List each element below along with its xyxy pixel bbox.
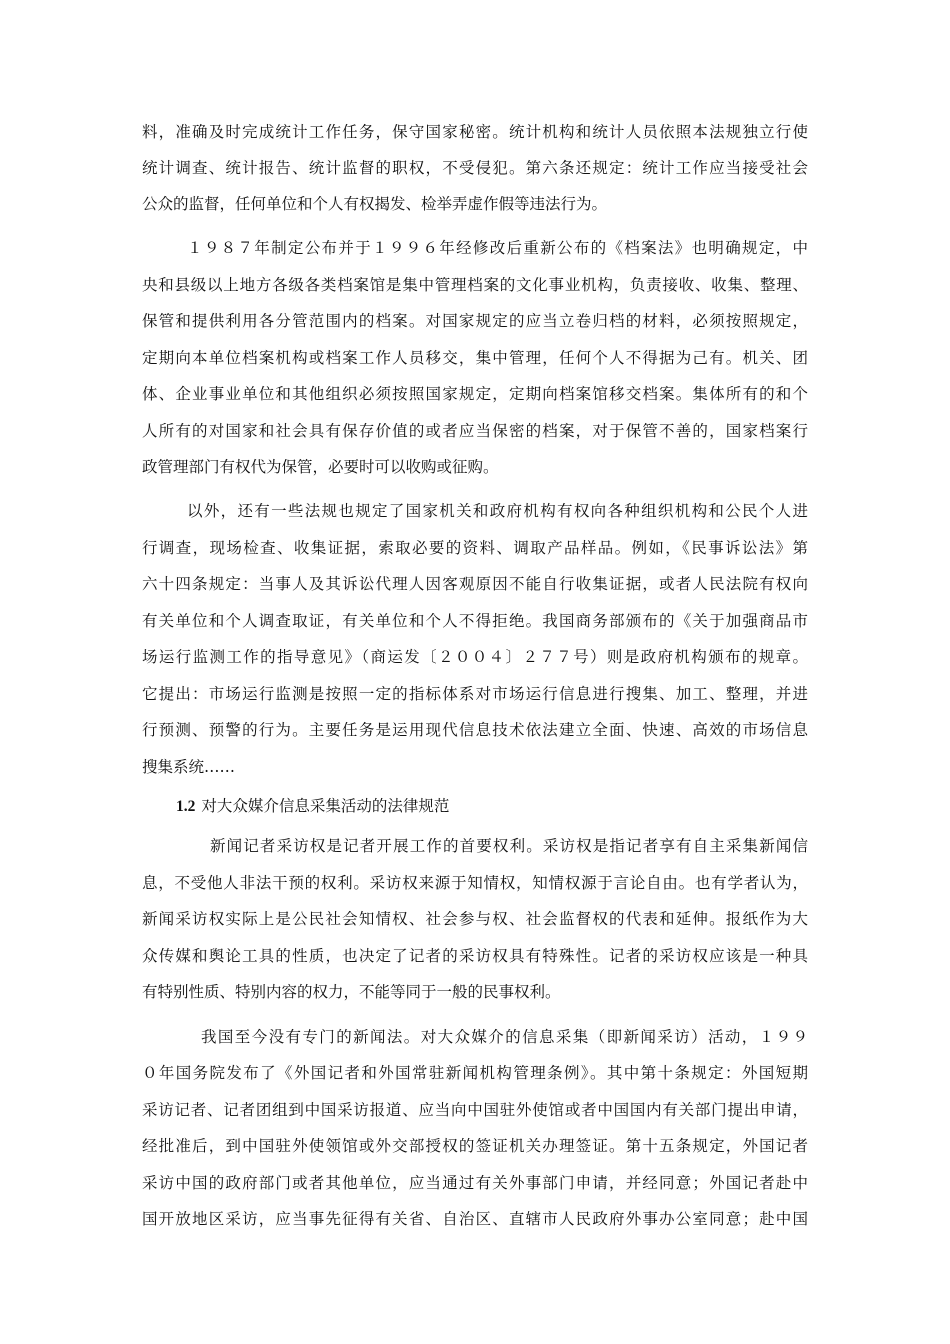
text-line: 料，准确及时完成统计工作任务，保守国家秘密。统计机构和统计人员依照本法规独立行使 [142, 123, 808, 141]
text-line: 行调查，现场检查、收集证据，索取必要的资料、调取产品样品。例如，《民事诉讼法》第 [142, 539, 808, 557]
text-line: 央和县级以上地方各级各类档案馆是集中管理档案的文化事业机构，负责接收、收集、整理、 [142, 276, 808, 294]
text-line: 有特别性质、特别内容的权力，不能等同于一般的民事权利。 [142, 983, 561, 1001]
text-line: 以外，还有一些法规也规定了国家机关和政府机构有权向各种组织机构和公民个人进 [187, 502, 808, 520]
text-line: 新闻采访权实际上是公民社会知情权、社会参与权、社会监督权的代表和延伸。报纸作为大 [142, 910, 808, 928]
text-line: 统计调查、统计报告、统计监督的职权，不受侵犯。第六条还规定：统计工作应当接受社会 [142, 159, 808, 177]
text-line: 众传媒和舆论工具的性质，也决定了记者的采访权具有特殊性。记者的采访权应该是一种具 [142, 947, 808, 965]
text-line: 行预测、预警的行为。主要任务是运用现代信息技术依法建立全面、快速、高效的市场信息 [142, 721, 808, 739]
text-line: 定期向本单位档案机构或档案工作人员移交，集中管理，任何个人不得据为己有。机关、团 [142, 349, 808, 367]
text-line: 公众的监督，任何单位和个人有权揭发、检举弄虚作假等违法行为。 [142, 195, 608, 213]
section-title: 对大众媒介信息采集活动的法律规范 [201, 797, 450, 815]
text-line: 采访记者、记者团组到中国采访报道、应当向中国驻外使馆或者中国国内有关部门提出申请， [142, 1101, 808, 1119]
text-line: 采访中国的政府部门或者其他单位，应当通过有关外事部门申请，并经同意；外国记者赴中 [142, 1174, 808, 1192]
text-line: 新闻记者采访权是记者开展工作的首要权利。采访权是指记者享有自主采集新闻信 [210, 837, 808, 855]
text-line: 息，不受他人非法干预的权利。采访权来源于知情权，知情权源于言论自由。也有学者认为， [142, 874, 808, 892]
text-line: 场运行监测工作的指导意见》（商运发〔２００４〕２７７号）则是政府机构颁布的规章。 [142, 648, 808, 666]
text-line: 国开放地区采访，应当事先征得有关省、自治区、直辖市人民政府外事办公室同意；赴中国 [142, 1210, 808, 1228]
text-line: 经批准后，到中国驻外使领馆或外交部授权的签证机关办理签证。第十五条规定，外国记者 [142, 1137, 808, 1155]
text-line: 六十四条规定：当事人及其诉讼代理人因客观原因不能自行收集证据，或者人民法院有权向 [142, 575, 808, 593]
section-heading [176, 796, 776, 817]
text-line: 搜集系统…… [142, 758, 236, 776]
text-line: 它提出：市场运行监测是按照一定的指标体系对市场运行信息进行搜集、加工、整理，并进 [142, 685, 808, 703]
text-line: 政管理部门有权代为保管，必要时可以收购或征购。 [142, 458, 499, 476]
text-line: 我国至今没有专门的新闻法。对大众媒介的信息采集（即新闻采访）活动，１９９ [201, 1028, 808, 1046]
text-line: 人所有的对国家和社会具有保存价值的或者应当保密的档案，对于保管不善的，国家档案行 [142, 422, 808, 440]
text-line: 保管和提供利用各分管范围内的档案。对国家规定的应当立卷归档的材料，必须按照规定， [142, 312, 808, 330]
text-line: 体、企业事业单位和其他组织必须按照国家规定，定期向档案馆移交档案。集体所有的和个 [142, 385, 808, 403]
text-line: １９８７年制定公布并于１９９６年经修改后重新公布的《档案法》也明确规定，中 [187, 239, 808, 257]
section-number: 1.2 [176, 798, 196, 815]
text-line: 有关单位和个人调查取证，有关单位和个人不得拒绝。我国商务部颁布的《关于加强商品市 [142, 612, 808, 630]
text-line: ０年国务院发布了《外国记者和外国常驻新闻机构管理条例》。其中第十条规定：外国短期 [142, 1064, 808, 1082]
